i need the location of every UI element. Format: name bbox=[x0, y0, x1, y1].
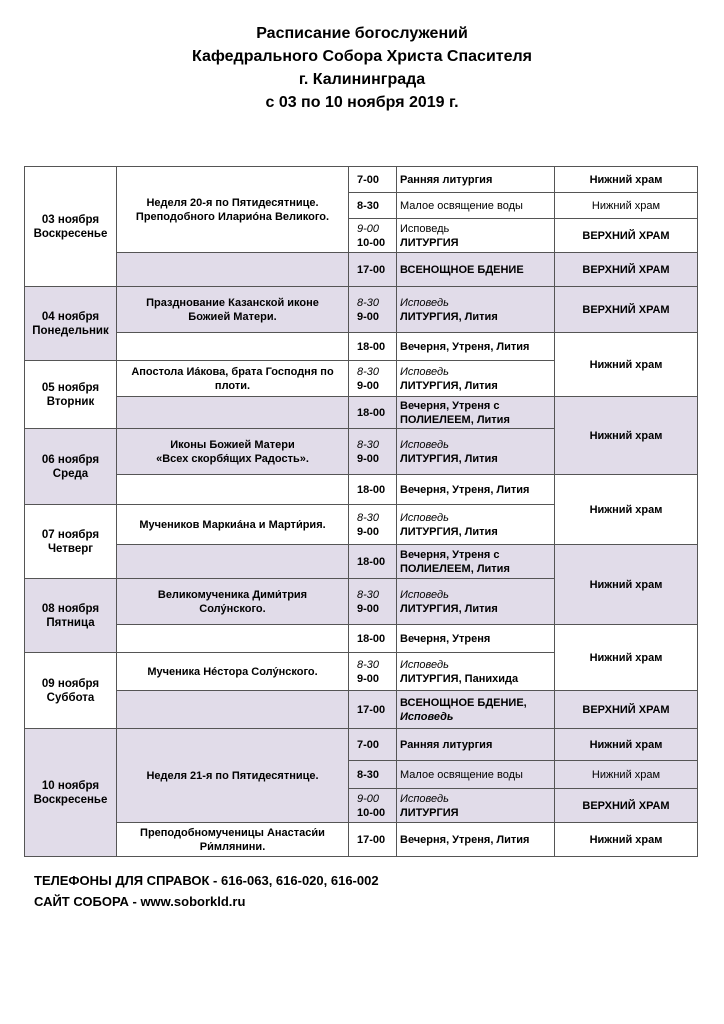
service-cell: Вечерня, Утреня с ПОЛИЕЛЕЕМ, Лития bbox=[397, 545, 555, 579]
day-cell: 07 ноября Четверг bbox=[25, 505, 117, 579]
service-cell: Исповедь ЛИТУРГИЯ bbox=[397, 789, 555, 823]
day-cell: 09 ноября Суббота bbox=[25, 653, 117, 729]
time-cell: 9-00 10-00 bbox=[349, 789, 397, 823]
service-cell: Ранняя литургия bbox=[397, 167, 555, 193]
table-row bbox=[25, 253, 698, 287]
feast-cell bbox=[117, 625, 349, 653]
table-row bbox=[25, 475, 698, 505]
church-cell: Нижний храм bbox=[555, 333, 698, 397]
service-cell: Вечерня, Утреня с ПОЛИЕЛЕЕМ, Лития bbox=[397, 397, 555, 429]
time-cell: 18-00 bbox=[349, 625, 397, 653]
feast-cell bbox=[117, 691, 349, 729]
day-date: 03 ноября bbox=[41, 213, 100, 226]
time-cell: 8-30 9-00 bbox=[349, 287, 397, 333]
church-cell: Нижний храм bbox=[555, 475, 698, 545]
day-cell: 06 ноября Среда bbox=[25, 429, 117, 505]
feast-cell: Празднование Казанской иконе Божией Матери. bbox=[117, 287, 349, 333]
time-cell: 8-30 bbox=[349, 761, 397, 789]
time-cell: 8-30 9-00 bbox=[349, 361, 397, 397]
day-cell: 05 ноября Вторник bbox=[25, 361, 117, 429]
time-cell: 18-00 bbox=[349, 397, 397, 429]
title-line-2: Кафедрального Собора Христа Спасителя bbox=[191, 48, 533, 65]
time-cell: 8-30 bbox=[349, 193, 397, 219]
feast-cell: Неделя 20-я по Пятидесятнице. Преподобного Илариóна Великого. bbox=[117, 167, 349, 253]
service-cell: ВСЕНОЩНОЕ БДЕНИЕ bbox=[397, 253, 555, 287]
time-cell: 8-30 9-00 bbox=[349, 505, 397, 545]
service-cell: Малое освящение воды bbox=[397, 193, 555, 219]
day-cell bbox=[25, 167, 117, 287]
feast-cell: Апостола Иáкова, брата Господня по плоти. bbox=[117, 361, 349, 397]
service-cell: Вечерня, Утреня, Лития bbox=[397, 333, 555, 361]
feast-cell: Мученика Нéстора Солу́нского. bbox=[117, 653, 349, 691]
table-row bbox=[25, 397, 698, 429]
service-cell: Исповедь ЛИТУРГИЯ, Лития bbox=[397, 361, 555, 397]
time-cell: 7-00 bbox=[349, 167, 397, 193]
service-cell: Вечерня, Утреня, Лития bbox=[397, 475, 555, 505]
day-cell: 10 ноября Воскресенье bbox=[25, 729, 117, 857]
title-line-1: Расписание богослужений bbox=[256, 25, 468, 42]
time-cell: 8-30 9-00 bbox=[349, 429, 397, 475]
service-cell: Исповедь ЛИТУРГИЯ, Панихида bbox=[397, 653, 555, 691]
time-cell: 18-00 bbox=[349, 545, 397, 579]
day-cell: 04 ноября Понедельник bbox=[25, 287, 117, 361]
time-cell: 17-00 bbox=[349, 691, 397, 729]
service-cell: Вечерня, Утреня bbox=[397, 625, 555, 653]
feast-cell bbox=[117, 545, 349, 579]
day-cell: 08 ноября Пятница bbox=[25, 579, 117, 653]
church-cell: ВЕРХНИЙ ХРАМ bbox=[555, 789, 698, 823]
time-cell: 8-30 9-00 bbox=[349, 653, 397, 691]
service-cell: Исповедь ЛИТУРГИЯ bbox=[397, 219, 555, 253]
time-cell: 9-00 10-00 bbox=[349, 219, 397, 253]
table-row bbox=[25, 729, 698, 761]
time-cell: 17-00 bbox=[349, 253, 397, 287]
service-cell: Исповедь ЛИТУРГИЯ, Лития bbox=[397, 429, 555, 475]
service-cell: Вечерня, Утреня, Лития bbox=[397, 823, 555, 857]
table-row bbox=[25, 823, 698, 857]
church-cell: ВЕРХНИЙ ХРАМ bbox=[555, 691, 698, 729]
time-cell: 17-00 bbox=[349, 823, 397, 857]
church-cell: ВЕРХНИЙ ХРАМ bbox=[555, 287, 698, 333]
church-cell: Нижний храм bbox=[555, 761, 698, 789]
service-cell: ВСЕНОЩНОЕ БДЕНИЕ, Исповедь bbox=[397, 691, 555, 729]
table-row bbox=[25, 167, 698, 193]
feast-cell bbox=[117, 253, 349, 287]
time-cell: 18-00 bbox=[349, 333, 397, 361]
feast-cell: Иконы Божией Матери «Всех скорбя́щих Радость». bbox=[117, 429, 349, 475]
service-cell: Малое освящение воды bbox=[397, 761, 555, 789]
table-row bbox=[25, 333, 698, 361]
day-weekday: Воскресенье bbox=[33, 227, 108, 240]
phones-line: ТЕЛЕФОНЫ ДЛЯ СПРАВОК - 616-063, 616-020, 616-002 bbox=[34, 873, 379, 888]
church-cell: Нижний храм bbox=[555, 193, 698, 219]
site-line: САЙТ СОБОРА - www.soborkld.ru bbox=[34, 894, 246, 909]
church-cell: Нижний храм bbox=[555, 397, 698, 475]
church-cell: Нижний храм bbox=[555, 729, 698, 761]
document-title bbox=[0, 22, 724, 114]
title-line-4: с 03 по 10 ноября 2019 г. bbox=[265, 94, 459, 111]
church-cell: Нижний храм bbox=[555, 545, 698, 625]
time-cell: 7-00 bbox=[349, 729, 397, 761]
church-cell: ВЕРХНИЙ ХРАМ bbox=[555, 253, 698, 287]
title-line-3: г. Калининграда bbox=[298, 71, 426, 88]
contact-footer bbox=[34, 870, 379, 912]
service-cell: Ранняя литургия bbox=[397, 729, 555, 761]
feast-cell: Неделя 21-я по Пятидесятнице. bbox=[117, 729, 349, 823]
table-row bbox=[25, 287, 698, 333]
table-row bbox=[25, 691, 698, 729]
service-cell: Исповедь ЛИТУРГИЯ, Лития bbox=[397, 579, 555, 625]
table-row bbox=[25, 625, 698, 653]
feast-cell bbox=[117, 475, 349, 505]
time-cell: 18-00 bbox=[349, 475, 397, 505]
service-cell: Исповедь ЛИТУРГИЯ, Лития bbox=[397, 505, 555, 545]
church-cell: Нижний храм bbox=[555, 167, 698, 193]
service-cell: Исповедь ЛИТУРГИЯ, Лития bbox=[397, 287, 555, 333]
time-cell: 8-30 9-00 bbox=[349, 579, 397, 625]
church-cell: Нижний храм bbox=[555, 625, 698, 691]
church-cell: Нижний храм bbox=[555, 823, 698, 857]
feast-cell bbox=[117, 333, 349, 361]
feast-cell: Великомученика Дими́трия Солу́нского. bbox=[117, 579, 349, 625]
table-row bbox=[25, 545, 698, 579]
feast-cell: Преподобномученицы Анастаси́и Ри́млянини. bbox=[117, 823, 349, 857]
feast-cell bbox=[117, 397, 349, 429]
schedule-table bbox=[24, 166, 698, 857]
church-cell: ВЕРХНИЙ ХРАМ bbox=[555, 219, 698, 253]
feast-cell: Мучеников Маркиáна и Марти́рия. bbox=[117, 505, 349, 545]
